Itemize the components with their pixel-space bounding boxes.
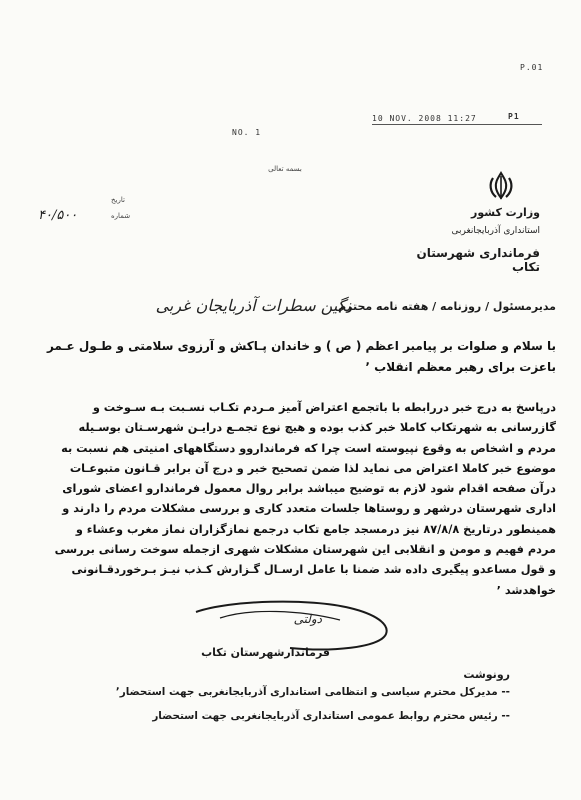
- fax-page-marker: P.01: [520, 63, 544, 72]
- body-line: اداری شهرستان درشهر و روستاها جلسات متعدد کاری و بررسی مشکلات مردم را دارند و: [62, 502, 556, 516]
- signature-title: فرماندارشهرستان تکاب: [201, 646, 330, 659]
- addressee-handwritten: نگین سطرات آذربایجان غربی: [155, 296, 351, 315]
- fax-timestamp: 10 NOV. 2008 11:27: [372, 114, 477, 123]
- letter-body: [30, 398, 556, 601]
- body-line: درپاسخ به درج خبر دررابطه با باتجمع اعتراض آمیز مـردم تکـاب نسـبت بـه سـوخت و: [92, 401, 556, 414]
- fax-page-code: P1: [508, 112, 520, 121]
- county-office: فرمانداری شهرستان تکاب: [416, 246, 540, 274]
- body-line: مردم و اشخاص به وقوع نپیوسته است چرا که فرمانداروو دستگاههای امنیتی هم نسبت به: [61, 441, 556, 455]
- body-line: و قول مساعدو پیگیری داده شد ضمنا با عامل ارسـال گـزارش کـذب نیـز بـرخوردقـانونی: [71, 563, 556, 577]
- addressee-printed: مدیرمسئول / روزنامه / هفته نامه محترم: [338, 300, 556, 313]
- body-line: خواهدشد ٬: [496, 583, 556, 597]
- number-value: ۴۰/۵۰۰: [38, 208, 78, 223]
- iran-emblem-icon: [484, 170, 518, 202]
- body-line: همینطور درتاریخ ۸۷/۸/۸ نیز درمسجد جامع تکاب درجمع نمازگزاران نماز مغرب وعشاء و: [75, 522, 556, 536]
- greeting: [30, 336, 556, 378]
- date-label: تاریخ: [111, 196, 125, 204]
- cc-line: -- رئیس محترم روابط عمومی استانداری آذربایجانغربی جهت استحضار: [152, 710, 510, 722]
- body-line: درآن صفحه اقدام شود لازم به توضیح میباشد برابر روال معمول فرماندارو اعضای شورای: [62, 482, 556, 496]
- cc-line: -- مدیرکل محترم سیاسی و انتظامی استانداری آذربایجانغربی جهت استحضار٬: [115, 686, 510, 698]
- fax-rule: [372, 124, 542, 125]
- province-office: استانداری آذربایجانغربی: [451, 226, 540, 236]
- greeting-line-2: باعزت برای رهبر معظم انقلاب ٬: [365, 360, 556, 374]
- signature-name: دولتی: [293, 612, 322, 626]
- greeting-line-1: با سلام و صلوات بر پیامبر اعظم ( ص ) و خاندان پـاکش و آرزوی سلامتی و طـول عـمر: [46, 339, 556, 353]
- addressee-line: [30, 296, 556, 326]
- cc-heading: رونوشت: [463, 668, 510, 681]
- number-label: شماره: [111, 212, 131, 220]
- invocation: بسمه تعالی: [268, 165, 302, 173]
- body-line: موضوع خبر کاملا اعتراض می نماید لذا ضمن تصحیح خبر و درج آن برابر قـانون متبوعـات: [69, 461, 556, 475]
- body-line: گازرسانی به شهرتکاب کاملا خبر کذب بوده و هیچ نوع تجمـع درایـن شهرسـتان بوسـیله: [78, 421, 556, 435]
- body-line: مردم فهیم و مومن و انقلابی این شهرستان مشکلات شهری ازجمله سوخت رسانی بررسی: [54, 543, 556, 557]
- ministry-name: وزارت کشور: [471, 206, 540, 219]
- fax-number: NO. 1: [232, 128, 262, 137]
